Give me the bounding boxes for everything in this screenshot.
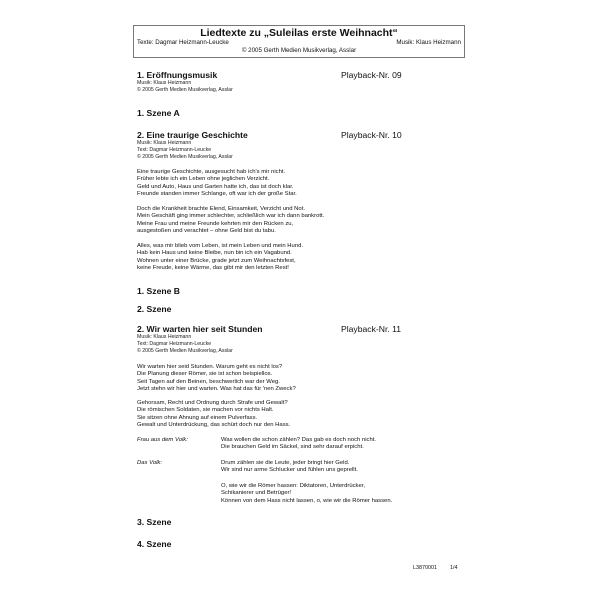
stanza	[137, 169, 297, 199]
lyric-line: Mein Geschäft ging immer schlechter, schließlich war ich dann bankrott.	[137, 213, 325, 220]
lyric-line: keine Freude, keine Wärme, das gibt mir den letzten Rest!	[137, 265, 289, 272]
lyric-line: ausgestoßen und verachtet – ohne Geld bist du tabu.	[137, 228, 276, 235]
lyric-line: Die römischen Soldaten, sie machen vor nichts Halt.	[137, 407, 274, 414]
stanza	[137, 206, 324, 236]
playback-number: Playback-Nr. 11	[341, 324, 402, 334]
lyric-line: Freunde standen immer Schlange, oft war ich der große Star.	[137, 191, 297, 198]
lyric-line: O, wie wir die Römer hassen: Diktatoren, Unterdrücker,	[221, 483, 366, 489]
lyric-line: Meine Frau und meine Freunde kehrten mir den Rücken zu,	[137, 220, 294, 227]
lyric-line: Eine traurige Geschichte, ausgesucht hab ich's mir nicht.	[137, 169, 286, 175]
song-title: 2. Eine traurige Geschichte	[137, 130, 248, 140]
song-meta-text: Text: Dagmar Heizmann-Leucke	[137, 341, 212, 347]
scene-heading: 1. Szene B	[137, 286, 180, 296]
copyright: © 2005 Gerth Medien Musikverlag, Asslar	[241, 47, 357, 54]
song-meta-music: Musik: Klaus Heizmann	[137, 80, 192, 86]
dialogue-lines	[221, 460, 358, 475]
lyric-line: Jetzt stehn wir hier und warten. Was hat das für 'nen Zweck?	[137, 386, 296, 393]
lyrics-credit: Texte: Dagmar Heizmann-Leucke	[137, 39, 229, 46]
song-title: 2. Wir warten hier seit Stunden	[137, 324, 263, 334]
lyric-line: Können von dem Hass nicht lassen, o, wie wir die Römer hassen.	[221, 497, 393, 504]
lyric-line: Seit Tagen auf den Beinen, beschwerlich war der Weg.	[137, 378, 280, 385]
dialogue-lines	[221, 437, 376, 452]
lyric-line: Hab kein Haus und keine Bleibe, nun bin ich ein Vagabund.	[137, 250, 292, 257]
song-title: 1. Eröffnungsmusik	[137, 70, 218, 80]
document-header	[133, 25, 465, 58]
lyric-line: Wir sind nur arme Schlucker und fühlen uns geprellt.	[221, 467, 358, 474]
scene-heading: 2. Szene	[137, 304, 172, 314]
scene-heading: 4. Szene	[137, 539, 172, 549]
document-code: L3870001	[413, 565, 437, 571]
song-meta-music: Musik: Klaus Heizmann	[137, 140, 192, 146]
lyric-line: Früher lebte ich ein Leben ohne jeglichen Verzicht.	[137, 176, 270, 183]
song-meta-text: Text: Dagmar Heizmann-Leucke	[137, 147, 212, 153]
stanza	[137, 243, 303, 273]
lyric-line: Wir warten hier seid Stunden. Warum geht es nicht los?	[137, 364, 283, 370]
page-number: 1/4	[450, 565, 458, 571]
song-meta-copyright: © 2005 Gerth Medien Musikverlag, Asslar	[137, 87, 233, 93]
speaker-label: Frau aus dem Volk:	[137, 437, 188, 443]
speaker-label: Das Volk:	[137, 460, 162, 466]
document-title: Liedtexte zu „Suleilas erste Weihnacht“	[200, 27, 398, 39]
scene-heading: 1. Szene A	[137, 108, 180, 118]
scene-heading: 3. Szene	[137, 517, 172, 527]
lyric-line: Wohnen unter einer Brücke, grade jetzt zum Weihnachtsfest,	[137, 257, 296, 264]
lyric-line: Sie sitzen ohne Ahnung auf einem Pulverfass.	[137, 414, 258, 421]
music-credit: Musik: Klaus Heizmann	[396, 39, 461, 46]
lyric-line: Schikanierer und Betrüger!	[221, 490, 292, 497]
playback-number: Playback-Nr. 09	[341, 70, 402, 80]
stanza	[137, 400, 290, 430]
lyric-line: Gehorsam, Recht und Ordnung durch Strafe und Gewalt?	[137, 400, 288, 406]
lyric-line: Gewalt und Unterdrückung, das schürt doch nur den Hass.	[137, 422, 291, 429]
lyric-line: Die Planung dieser Römer, sie ist schon beispiellos.	[137, 371, 273, 378]
lyric-line: Die brauchen Geld im Säckel, sind sehr darauf erpicht.	[221, 444, 364, 451]
lyric-line: Alles, was mir blieb vom Leben, ist mein Leben und mein Hund.	[137, 243, 304, 249]
lyric-line: Geld und Auto, Haus und Garten hatte ich, das ist doch klar.	[137, 183, 294, 190]
dialogue-lines	[221, 483, 392, 505]
lyric-line: Doch die Krankheit brachte Elend, Einsamkeit, Verzicht und Not.	[137, 206, 305, 212]
song-meta-copyright: © 2005 Gerth Medien Musikverlag, Asslar	[137, 348, 233, 354]
song-meta-copyright: © 2005 Gerth Medien Musikverlag, Asslar	[137, 154, 233, 160]
stanza	[137, 364, 296, 394]
song-meta-music: Musik: Klaus Heizmann	[137, 334, 192, 340]
lyric-line: Drum zählen sie die Leute, jeder bringt hier Geld.	[221, 460, 350, 466]
lyric-line: Was wollen die schon zählen? Das gab es doch noch nicht.	[221, 437, 376, 443]
playback-number: Playback-Nr. 10	[341, 130, 402, 140]
